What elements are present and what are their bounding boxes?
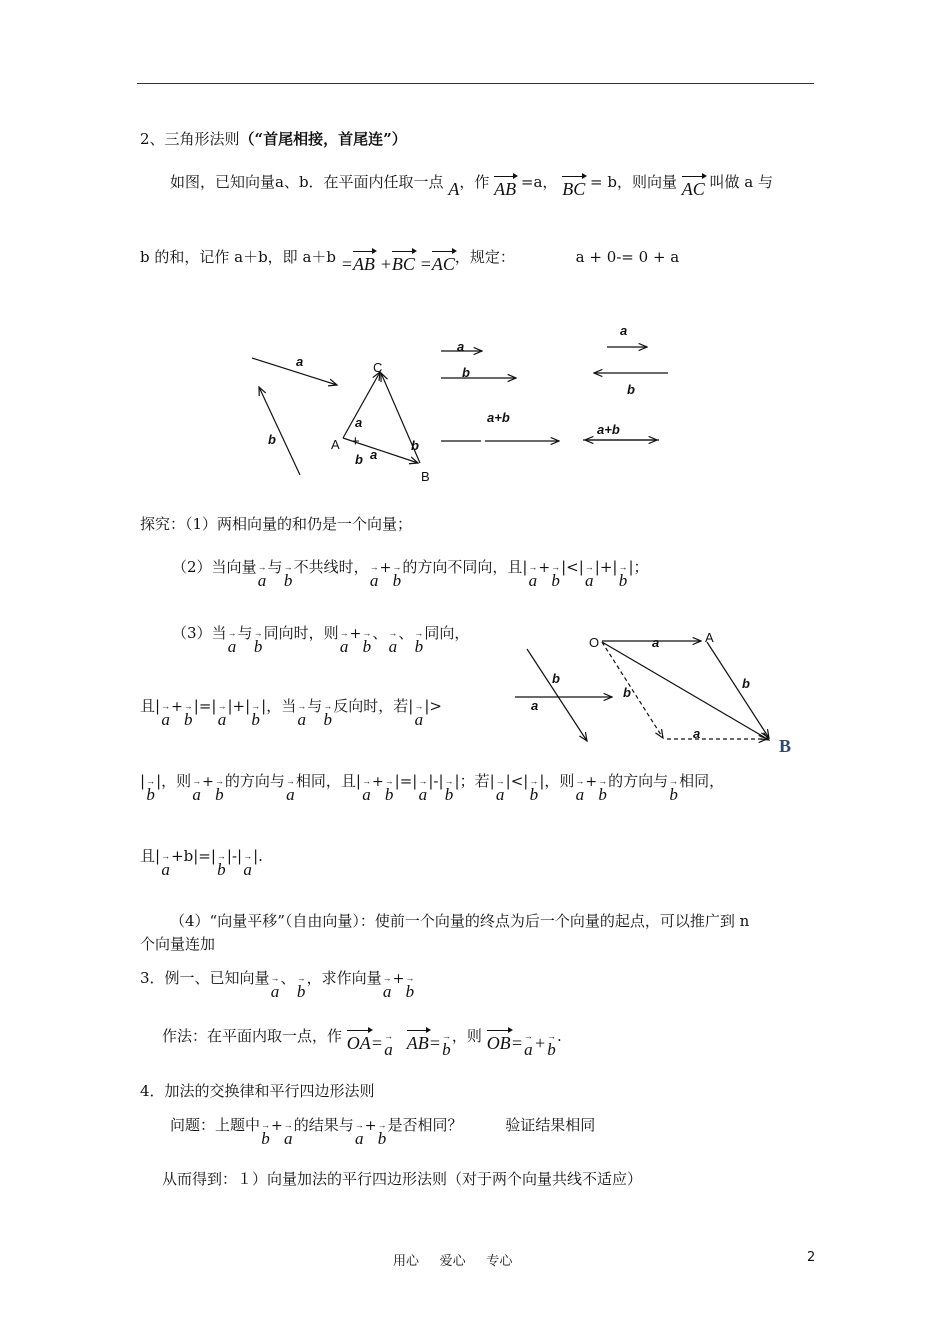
explore-2: （2）当向量→ a与→ b不共线时，→ a+→ b的方向不同向，且|→ a+→ b|<|→ a|+|→ b|； [172, 556, 649, 589]
footer-motto: 用心 爱心 专心 [393, 1254, 513, 1269]
svg-text:b: b [355, 452, 363, 467]
explore-7: （4）“向量平移”（自由向量）：使前一个向量的终点为后一个向量的起点，可以推广到 n [170, 912, 750, 930]
svg-text:b: b [742, 676, 750, 691]
explore-5: |→ b|，则→ a+→ b的方向与→ a相同，且|→ a+→ b|=|→ a|-|→ b|；若|→ a|<|→ b|，则→ a+→ b的方向与→ b相同， [140, 770, 724, 803]
page-number: 2 [807, 1250, 816, 1265]
point-O: O [589, 635, 600, 650]
vector-a-arrow [252, 358, 337, 385]
point-C: C [373, 360, 383, 375]
explore-1: 探究：（1）两相向量的和仍是一个向量； [140, 515, 413, 533]
vector-AB: AB [494, 174, 516, 198]
svg-text:a: a [620, 323, 628, 338]
svg-text:a: a [457, 339, 465, 354]
explore-4: 且|→ a+→ b|=|→ a|+|→ b|，当→ a与→ b反向时，若|→ a|> [140, 695, 442, 728]
triangle-rule-line-1: 如图，已知向量a、b．在平面内任取一点 A，作 AB =a， BC = b，则向量 AC 叫做 a 与 [170, 173, 774, 199]
point-B: B [421, 469, 430, 484]
triangle-rule-line-2: b 的和，记作 a＋b，即 a＋b =AB +BC =AC，规定： a + 0-= 0 + a [140, 248, 680, 274]
svg-text:a: a [693, 726, 701, 741]
triangle-rule-figure [230, 320, 680, 490]
construction-line: 作法：在平面内取一点，作 OA=→ a AB=→ b，则 OB=→ a+→ b. [162, 1025, 562, 1058]
point-A: A [331, 437, 340, 452]
vector-b-arrow [259, 387, 300, 475]
svg-text:a: a [370, 447, 378, 462]
svg-text:a+b: a+b [597, 422, 620, 437]
parallelogram-figure [515, 625, 800, 760]
parallelogram-rule-line: 从而得到：１）向量加法的平行四边形法则（对于两个向量共线不适应） [162, 1170, 643, 1188]
example-1-line: 3．例一、已知向量→ a、→ b，求作向量→ a+→ b [140, 967, 415, 1000]
label-a: a [296, 354, 304, 369]
svg-text:a: a [355, 415, 363, 430]
svg-text:a+b: a+b [487, 410, 510, 425]
svg-text:b: b [552, 671, 560, 686]
question-line: 问题：上题中→ b+→ a的结果与→ a+→ b是否相同？ 验证结果相同 [170, 1114, 595, 1147]
header-rule [137, 83, 814, 84]
svg-text:b: b [627, 382, 635, 397]
vector-BC: BC [562, 174, 585, 198]
svg-text:+: + [351, 433, 360, 450]
point-B2: B [779, 736, 792, 756]
explore-3: （3）当→ a与→ b同向时，则→ a+→ b、→ a、→ b同向， [172, 622, 469, 655]
svg-text:b: b [462, 365, 470, 380]
svg-text:b: b [411, 438, 419, 453]
explore-6: 且|→ a+b|=|→ b|-|→ a|. [140, 845, 263, 878]
svg-text:b: b [623, 685, 631, 700]
section-4-heading: 4．加法的交换律和平行四边形法则 [140, 1082, 375, 1100]
point-A2: A [705, 630, 714, 645]
svg-text:a: a [531, 698, 539, 713]
explore-8: 个向量连加 [140, 935, 216, 953]
svg-text:a: a [652, 635, 660, 650]
vector-AC: AC [682, 174, 705, 198]
label-b: b [268, 432, 276, 447]
section-2-heading: 2、三角形法则（“首尾相接，首尾连”） [140, 130, 407, 148]
